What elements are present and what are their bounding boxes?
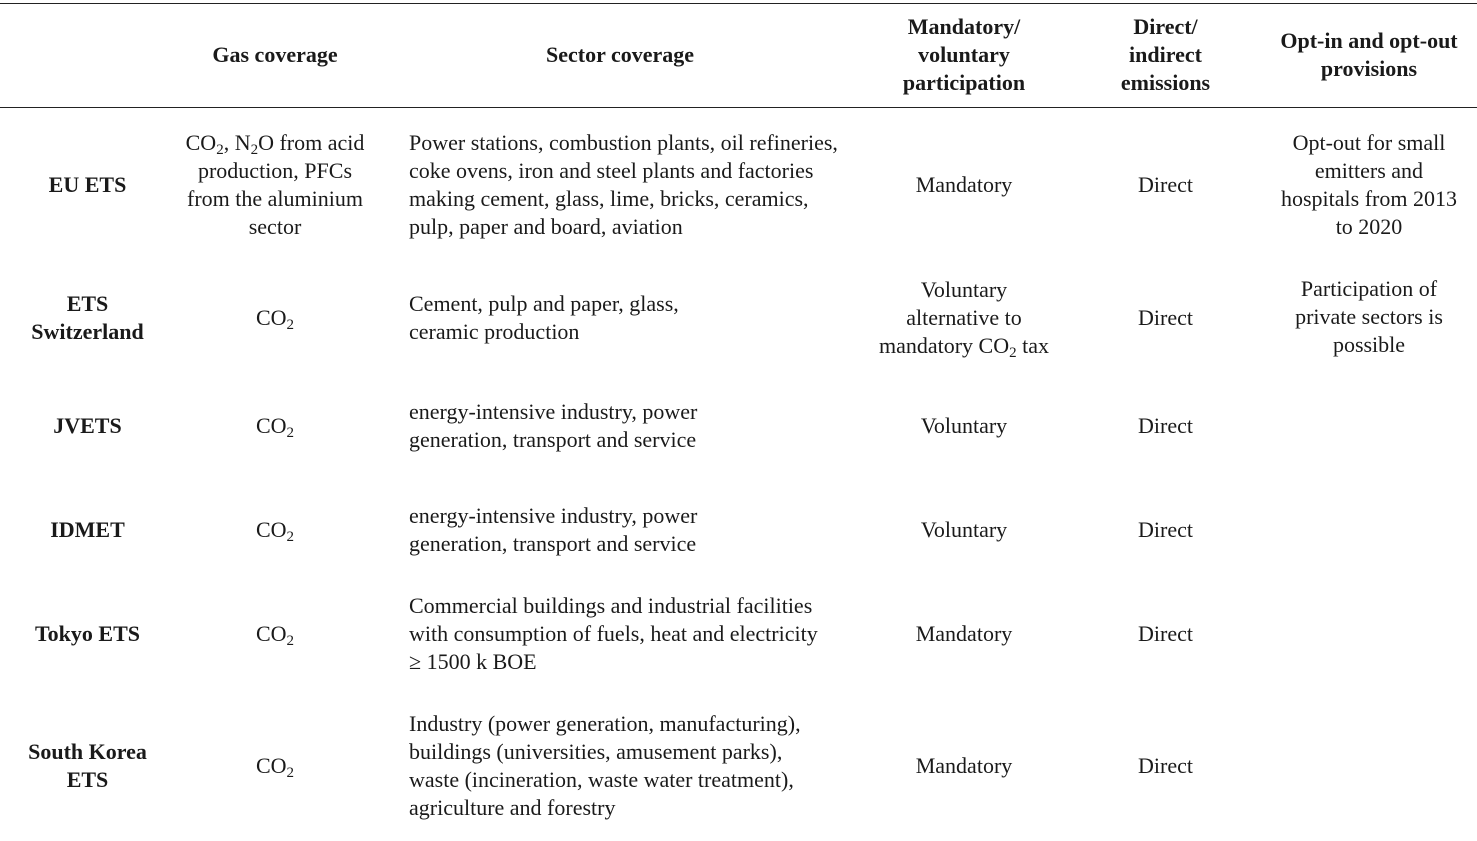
header-sector-coverage: Sector coverage bbox=[545, 42, 695, 67]
row-eu-ets-sector: Power stations, combustion plants, oil refineries, coke ovens, iron and steel plants and factories making cement, glass, lime, bricks, ceramics, pulp, paper and board, aviation bbox=[409, 130, 838, 239]
row-ets-switzerland-scheme: ETS Switzerland bbox=[31, 291, 144, 344]
row-south-korea-ets-emissions: Direct bbox=[1138, 753, 1193, 778]
row-south-korea-ets-scheme: South Korea ETS bbox=[28, 739, 147, 792]
row-ets-switzerland-gas: $CO_2$ bbox=[255, 305, 295, 333]
row-south-korea-ets-sector: Industry (power generation, manufacturing), buildings (universities, amusement parks), waste (incineration, waste water treatment), agriculture and forestry bbox=[409, 711, 801, 820]
row-idmet-participation: Voluntary bbox=[920, 517, 1008, 542]
row-idmet-provisions bbox=[1278, 484, 1460, 576]
row-tokyo-ets-scheme: Tokyo ETS bbox=[35, 621, 140, 646]
row-eu-ets-gas: $CO_2$, $N_2O$ from acid production, PFCs from the aluminium sector bbox=[185, 130, 365, 239]
row-jvets-sector: energy-intensive industry, power generation, transport and service bbox=[409, 399, 698, 452]
row-eu-ets-provisions: Opt-out for small emitters and hospitals from 2013 to 2020 bbox=[1281, 130, 1457, 239]
row-jvets-scheme: JVETS bbox=[53, 413, 122, 438]
row-ets-switzerland-participation: Voluntary alternative to mandatory $CO_2$ tax bbox=[878, 277, 1050, 361]
row-jvets-provisions bbox=[1278, 380, 1460, 472]
table-header-rule bbox=[0, 107, 1477, 108]
row-idmet-scheme: IDMET bbox=[50, 517, 125, 542]
row-eu-ets-scheme: EU ETS bbox=[48, 172, 127, 197]
header-emissions: Direct/ indirect emissions bbox=[1120, 14, 1211, 95]
row-south-korea-ets-provisions bbox=[1278, 694, 1460, 838]
row-ets-switzerland-sector: Cement, pulp and paper, glass, ceramic production bbox=[409, 291, 679, 344]
row-ets-switzerland-emissions: Direct bbox=[1138, 305, 1193, 330]
row-tokyo-ets-sector: Commercial buildings and industrial facilities with consumption of fuels, heat and electricity ≥ 1500 k BOE bbox=[409, 593, 818, 674]
header-provisions: Opt-in and opt-out provisions bbox=[1280, 28, 1458, 81]
row-jvets-gas: $CO_2$ bbox=[255, 413, 295, 441]
row-jvets-emissions: Direct bbox=[1138, 413, 1193, 438]
header-participation: Mandatory/ voluntary participation bbox=[902, 14, 1026, 95]
row-tokyo-ets-participation: Mandatory bbox=[915, 621, 1013, 646]
row-jvets-participation: Voluntary bbox=[920, 413, 1008, 438]
row-eu-ets-participation: Mandatory bbox=[915, 172, 1013, 197]
row-tokyo-ets-emissions: Direct bbox=[1138, 621, 1193, 646]
header-scheme bbox=[0, 5, 175, 105]
row-idmet-sector: energy-intensive industry, power generation, transport and service bbox=[409, 503, 698, 556]
row-south-korea-ets-participation: Mandatory bbox=[915, 753, 1013, 778]
row-south-korea-ets-gas: $CO_2$ bbox=[255, 753, 295, 781]
header-gas-coverage: Gas coverage bbox=[212, 42, 338, 67]
row-tokyo-ets-provisions bbox=[1278, 588, 1460, 680]
row-idmet-gas: $CO_2$ bbox=[255, 517, 295, 545]
row-tokyo-ets-gas: $CO_2$ bbox=[255, 621, 295, 649]
table-top-rule bbox=[0, 3, 1477, 4]
row-eu-ets-emissions: Direct bbox=[1138, 172, 1193, 197]
row-ets-switzerland-provisions: Participation of private sectors is possible bbox=[1295, 276, 1443, 357]
row-idmet-emissions: Direct bbox=[1138, 517, 1193, 542]
